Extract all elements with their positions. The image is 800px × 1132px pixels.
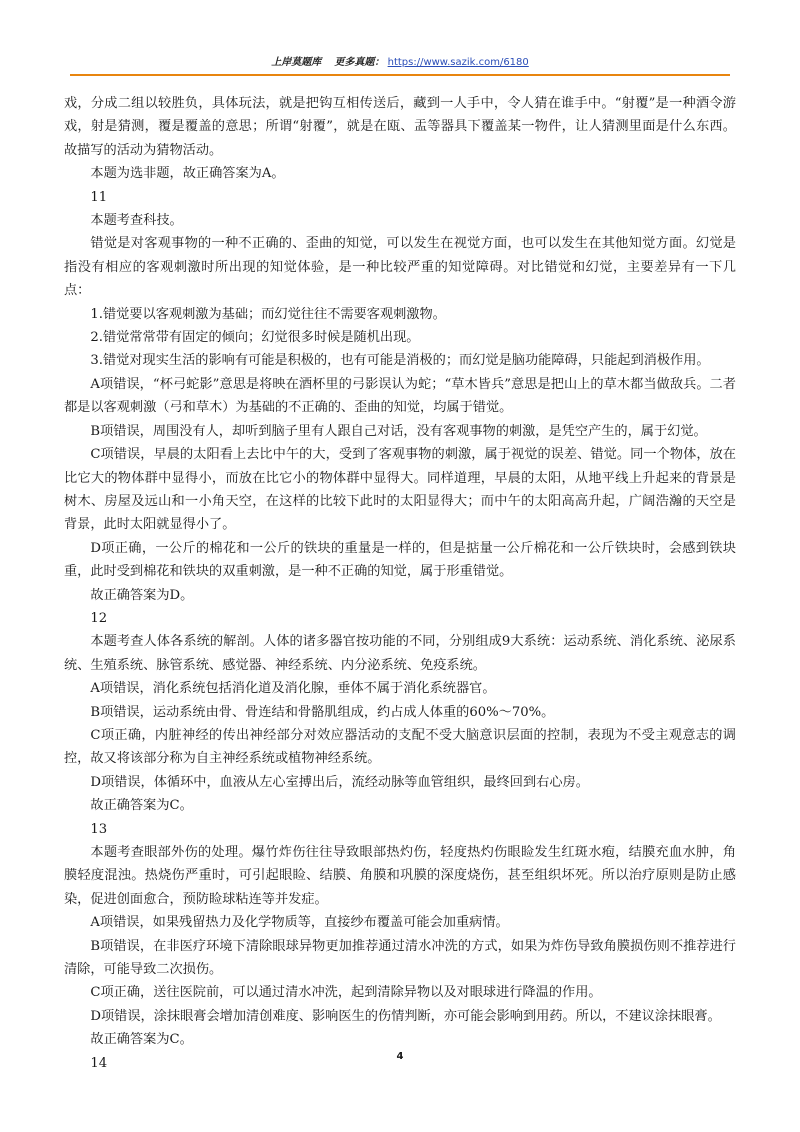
- list-item: 1.错觉要以客观刺激为基础；而幻觉往往不需要客观刺激物。: [90, 306, 446, 322]
- option-analysis: A项错误，消化系统包括消化道及消化腺，垂体不属于消化系统器官。: [90, 681, 496, 697]
- option-analysis: B项错误，运动系统由骨、骨连结和骨骼肌组成，约占成人体重的60%～70%。: [90, 704, 555, 720]
- option-analysis: C项错误，早晨的太阳看上去比中午的大，受到了客观事物的刺激，属于视觉的误差、错觉。同一个物体，放在比它大的物体群中显得小，而放在比它小的物体群中显得大。同样道理，早晨的太阳，从地平线上升起来的背景是树木、房屋及远山和一小角天空，在这样的比较下此时的太阳显得大；而中午的太阳高高升起，广阔浩瀚的天空是背景，此时太阳就显得小了。: [64, 447, 736, 533]
- paragraph: 本题考查科技。: [90, 213, 183, 229]
- option-analysis: D项错误，体循环中，血液从左心室搏出后，流经动脉等血管组织，最终回到右心房。: [90, 774, 589, 790]
- answer-line: 故正确答案为C。: [90, 798, 193, 814]
- option-analysis: C项正确，送往医院前，可以通过清水冲洗，起到清除异物以及对眼球进行降温的作用。: [90, 985, 602, 1001]
- paragraph: 本题考查人体各系统的解剖。人体的诸多器官按功能的不同，分别组成9大系统：运动系统、消化系统、泌尿系统、生殖系统、脉管系统、感觉器、神经系统、内分泌系统、免疫系统。: [64, 634, 736, 673]
- header-link[interactable]: https://www.sazik.com/6180: [387, 57, 529, 68]
- option-analysis: D项错误，涂抹眼膏会增加清创难度、影响医生的伤情判断，亦可能会影响到用药。所以，不建议涂抹眼膏。: [90, 1008, 721, 1024]
- page-number: 4: [396, 1051, 404, 1062]
- option-analysis: B项错误，在非医疗环境下清除眼球异物更加推荐通过清水冲洗的方式，如果为炸伤导致角膜损伤则不推荐进行清除，可能导致二次损伤。: [64, 938, 736, 978]
- option-analysis: C项正确，内脏神经的传出神经部分对效应器活动的支配不受大脑意识层面的控制，表现为不受主观意志的调控，故又将该部分称为自主神经系统或植物神经系统。: [64, 727, 736, 767]
- option-analysis: D项正确，一公斤的棉花和一公斤的铁块的重量是一样的，但是掂量一公斤棉花和一公斤铁块时，会感到铁块重，此时受到棉花和铁块的双重刺激，是一种不正确的知觉，属于形重错觉。: [64, 540, 736, 580]
- paragraph: 本题考查眼部外伤的处理。爆竹炸伤往往导致眼部热灼伤，轻度热灼伤眼睑发生红斑水疱，结膜充血水肿，角膜轻度混浊。热烧伤严重时，可引起眼睑、结膜、角膜和巩膜的深度烧伤，甚至组织坏死。所以治疗原则是防止感染，促进创面愈合，预防睑球粘连等并发症。: [64, 845, 736, 907]
- header-divider: [70, 74, 730, 76]
- paragraph: 错觉是对客观事物的一种不正确的、歪曲的知觉，可以发生在视觉方面，也可以发生在其他知觉方面。幻觉是指没有相应的客观刺激时所出现的知觉体验，是一种比较严重的知觉障碍。对比错觉和幻觉，主要差异有一下几点：: [64, 236, 736, 299]
- document-body: [64, 92, 736, 1075]
- paragraph: 戏，分成二组以较胜负，具体玩法，就是把钩互相传送后，藏到一人手中，令人猜在谁手中。“射覆”是一种酒令游戏，射是猜测，覆是覆盖的意思；所谓“射覆”，就是在瓯、盂等器具下覆盖某一物件，让人猜测里面是什么东西。故描写的活动为猜物活动。: [64, 96, 736, 158]
- option-analysis: B项错误，周围没有人，却听到脑子里有人跟自己对话，没有客观事物的刺激，是凭空产生的，属于幻觉。: [90, 423, 707, 439]
- question-number: 12: [90, 610, 108, 626]
- question-number: 11: [90, 189, 108, 205]
- page-header: [0, 56, 800, 70]
- header-brand: 上岸莫题库: [271, 57, 322, 68]
- answer-line: 故正确答案为D。: [90, 587, 194, 603]
- header-label: 更多真题：: [334, 57, 385, 68]
- list-item: 2.错觉常常带有固定的倾向；幻觉很多时候是随机出现。: [90, 330, 420, 346]
- paragraph: 本题为选非题，故正确答案为A。: [90, 166, 285, 182]
- option-analysis: A项错误，“杯弓蛇影”意思是将映在酒杯里的弓影误认为蛇；“草木皆兵”意思是把山上的草木都当做敌兵。二者都是以客观刺激（弓和草木）为基础的不正确的、歪曲的知觉，均属于错觉。: [64, 376, 736, 416]
- question-number: 14: [90, 1055, 108, 1071]
- question-number: 13: [90, 821, 108, 837]
- option-analysis: A项错误，如果残留热力及化学物质等，直接纱布覆盖可能会加重病情。: [90, 915, 509, 931]
- list-item: 3.错觉对现实生活的影响有可能是积极的，也有可能是消极的；而幻觉是脑功能障碍，只能起到消极作用。: [90, 353, 710, 369]
- answer-line: 故正确答案为C。: [90, 1032, 193, 1048]
